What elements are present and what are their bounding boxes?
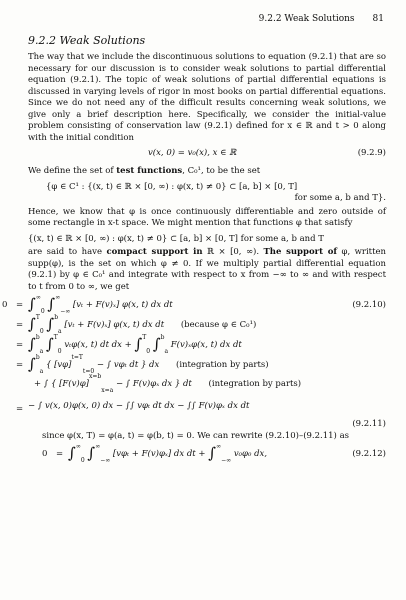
bracket-term: + ∫ { [F(v)φ] <box>34 379 89 389</box>
upper-limit: ∞ <box>75 443 81 450</box>
paragraph-4 <box>28 247 386 293</box>
derivation-lhs: 0 <box>2 300 8 310</box>
support-set: {(x, t) ∈ ℝ × [0, ∞) : φ(x, t) ≠ 0} ⊂ [a, b] × [0, T] for some a, b and T <box>28 233 324 244</box>
paragraph-4-text-a: are said to have <box>28 247 107 257</box>
integrand: − ∫ vφₜ dt } dx <box>96 360 160 370</box>
lower-limit: 0 <box>39 328 44 335</box>
derivation-line-4-body <box>28 354 269 375</box>
paragraph-2-text-a: We define the set of <box>28 166 117 176</box>
lower-limit: a <box>39 348 44 355</box>
derivation-block <box>2 294 386 431</box>
set-line-1: {φ ∈ C¹ : {(x, t) ∈ ℝ × [0, ∞) : φ(x, t) ≠ 0} ⊂ [a, b] × [0, T] <box>46 181 298 192</box>
equals-sign: = <box>16 320 24 330</box>
paragraph-2 <box>28 166 386 178</box>
paragraph-5: since φ(x, T) = φ(a, t) = φ(b, t) = 0. We can rewrite (9.2.10)–(9.2.11) as <box>42 430 350 441</box>
upper-limit: T <box>35 314 40 321</box>
integrand: [vₜ + F(v)ₓ] φ(x, t) dx dt <box>64 320 165 330</box>
body-text <box>2 52 386 466</box>
integral-sign: ∫ <box>152 335 161 353</box>
upper-limit: ∞ <box>216 443 222 450</box>
upper-limit: ∞ <box>55 294 61 301</box>
integrand: − ∫ F(v)φₓ dx } dt <box>115 379 192 389</box>
upper-limit: b <box>35 354 40 361</box>
section-heading: 9.2.2 Weak Solutions <box>28 34 146 47</box>
integral-sign: ∫ <box>45 335 54 353</box>
upper-limit: T <box>142 334 147 341</box>
header-page-number: 81 <box>372 14 384 24</box>
lower-limit: t=0 <box>82 368 95 375</box>
lower-limit: −∞ <box>221 457 232 464</box>
upper-limit: b <box>54 314 59 321</box>
test-function-set <box>46 182 386 205</box>
integral-sign: ∫ <box>134 335 143 353</box>
lower-limit: 0 <box>57 348 62 355</box>
equation-9-2-11-number: (9.2.11) <box>352 419 386 429</box>
paragraph-4-text-c: φ, written supp(φ), is the set on which φ ≠ 0. If we multiply partial differential equation (9.2.1) by φ ∈ C₀¹ and integrate with respect to x from −∞ to ∞ and with respect to t from 0 to ∞, we get <box>28 247 386 292</box>
derivation-line-5-body <box>34 373 302 394</box>
derivation-line-1 <box>2 294 386 317</box>
derivation-line-1-body <box>28 294 173 315</box>
lower-limit: a <box>164 348 169 355</box>
integral-sign: ∫ <box>28 315 36 333</box>
equation-9-2-12 <box>42 443 386 466</box>
equals-sign: = <box>16 300 24 310</box>
derivation-note: (integration by parts) <box>208 379 302 389</box>
integrand: F(v)ₓφ(x, t) dx dt <box>170 340 242 350</box>
paragraph-3: Hence, we know that φ is once continuously differentiable and zero outside of some rectangle in x-t space. We might mention that functions φ that satisfy <box>28 206 386 228</box>
integrand: vₜφ(x, t) dt dx + <box>64 340 132 350</box>
upper-limit: b <box>35 334 40 341</box>
term-support: The support of <box>263 247 338 257</box>
paragraph-4-text-b: ℝ × [0, ∞). <box>202 247 264 257</box>
integral-sign: ∫ <box>87 444 96 462</box>
integral-sign: ∫ <box>208 444 217 462</box>
equation-9-2-12-number: (9.2.12) <box>352 449 386 459</box>
integral-sign: ∫ <box>47 295 56 313</box>
equation-9-2-9-expr: v(x, 0) = v₀(x), x ∈ ℝ <box>148 148 237 158</box>
integrand: v₀φ₀ dx, <box>233 449 268 459</box>
equals-sign: = <box>56 449 64 459</box>
integral-sign: ∫ <box>28 295 36 313</box>
derivation-line-2-body <box>28 314 257 335</box>
derivation-line-2 <box>16 314 386 337</box>
derivation-line-5 <box>28 373 386 401</box>
derivation-line-6-body: − ∫ v(x, 0)φ(x, 0) dx − ∫∫ vφₜ dt dx − ∫∫ F(v)φₓ dx dt <box>28 401 250 411</box>
equation-9-2-9 <box>28 148 386 162</box>
derivation-note: (because φ ∈ C₀¹) <box>180 320 257 330</box>
integrand: [vφₜ + F(v)φₓ] dx dt + <box>112 449 206 459</box>
derivation-line-4 <box>16 354 386 379</box>
integral-sign: ∫ <box>68 444 76 462</box>
running-header <box>259 14 384 24</box>
upper-limit: t=T <box>71 354 83 361</box>
bracket-term: { [vφ] <box>45 360 72 370</box>
equation-9-2-12-body <box>68 443 268 464</box>
header-section-title: 9.2.2 Weak Solutions <box>258 14 355 24</box>
equation-9-2-9-number: (9.2.9) <box>357 148 386 158</box>
lower-limit: 0 <box>40 308 45 315</box>
equals-sign: = <box>16 340 24 350</box>
integrand: [vₜ + F(v)ₓ] φ(x, t) dx dt <box>72 300 173 310</box>
term-compact-support: compact support in <box>106 247 203 257</box>
derivation-line-6 <box>16 401 386 421</box>
lower-limit: −∞ <box>60 308 71 315</box>
lower-limit: −∞ <box>100 457 111 464</box>
integral-sign: ∫ <box>46 315 55 333</box>
integral-sign: ∫ <box>28 355 36 373</box>
equation-9-2-10-number: (9.2.10) <box>352 300 386 310</box>
lower-limit: 0 <box>146 348 151 355</box>
upper-limit: b <box>160 334 165 341</box>
upper-limit: T <box>53 334 58 341</box>
term-test-functions: test functions <box>116 166 183 176</box>
integral-sign: ∫ <box>28 335 36 353</box>
upper-limit: ∞ <box>35 294 41 301</box>
lower-limit: x=a <box>101 387 114 394</box>
upper-limit: ∞ <box>95 443 101 450</box>
derivation-note: (integration by parts) <box>176 360 269 370</box>
paragraph-1: The way that we include the discontinuous solutions to equation (9.2.1) that are so necessary for our discussion is to consider weak solutions to partial differential equation (9.2.1). The topic of weak solutions of partial differential equations is discussed in varying levels of rigor in most books on partial differential equations. Since we do not need any of the difficult results concerning weak solutions, we give only a brief description here. Specifically, we consider the initial-value problem consisting of conservation law (9.2.1) defined for x ∈ ℝ and t > 0 along with the initial condition <box>28 52 386 143</box>
set-line-2: for some a, b and T}. <box>294 193 386 203</box>
equals-sign: = <box>16 360 24 370</box>
derivation-line-3-body <box>28 334 242 355</box>
lower-limit: 0 <box>80 457 85 464</box>
lower-limit: a <box>58 328 62 335</box>
equals-sign: = <box>16 404 24 414</box>
lower-limit: a <box>39 368 44 375</box>
paragraph-2-text-b: , C₀¹, to be the set <box>182 166 261 176</box>
upper-limit: x=b <box>88 373 102 380</box>
equation-9-2-12-lhs: 0 <box>42 449 48 459</box>
